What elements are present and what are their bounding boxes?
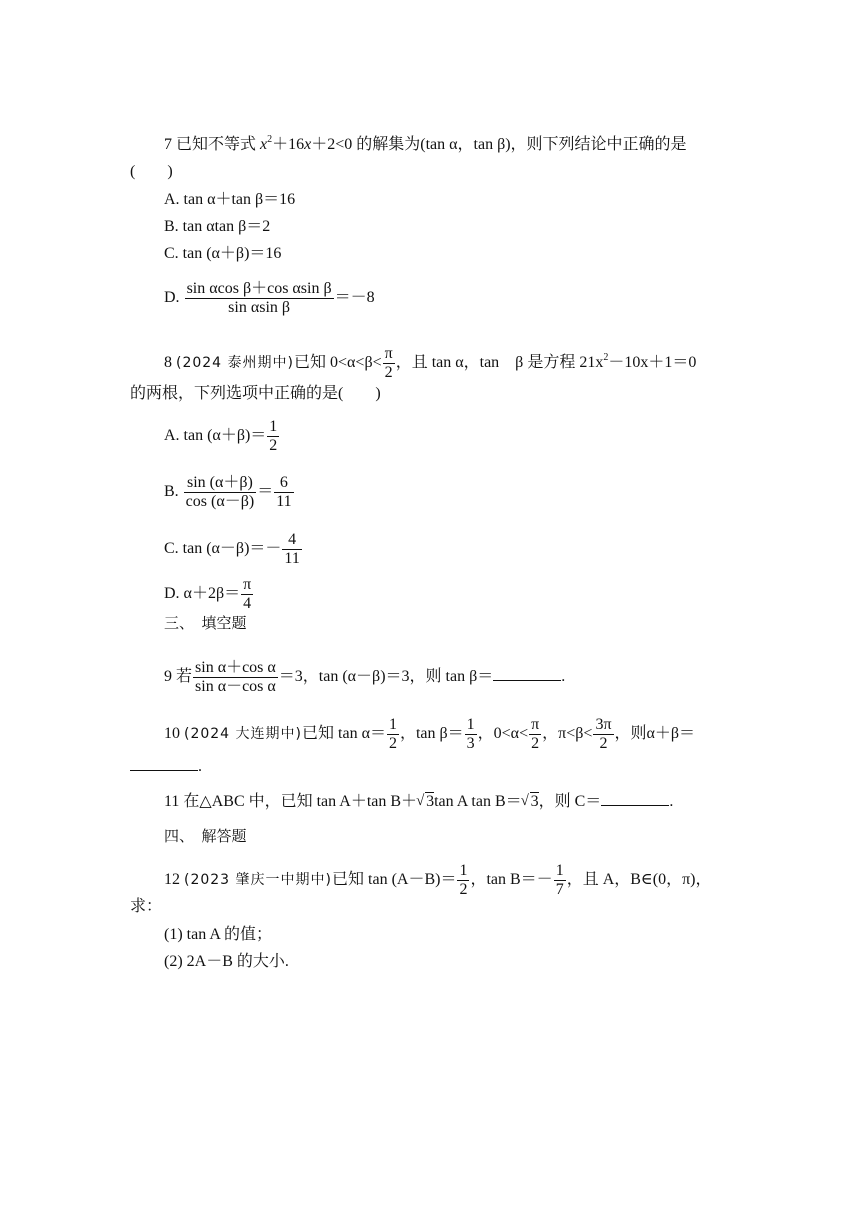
section-fill-in-heading: 三、 填空题 xyxy=(164,614,247,632)
q10-f1-num: 1 xyxy=(388,716,397,733)
q7-d-fraction xyxy=(185,280,334,317)
q10-f3 xyxy=(529,716,541,753)
q7-paren: ( ) xyxy=(130,163,173,180)
q12-t3: ，且 A，B∈(0，π)， xyxy=(566,871,712,889)
q8-c-den: 11 xyxy=(284,550,300,567)
q12-f2-den: 7 xyxy=(555,881,564,898)
q11-stem xyxy=(164,791,673,812)
q12-part-2: (2) 2A－B 的大小. xyxy=(164,953,289,970)
q9-number: 9 xyxy=(164,668,172,686)
q10-f3-den: 2 xyxy=(531,735,540,752)
q9-rest: ＝3，tan (α－β)＝3，则 tan β＝ xyxy=(278,668,494,686)
q8-b-rhs-fraction xyxy=(274,474,293,511)
q11-t1: 在△ABC 中，已知 tan A＋tan B＋ xyxy=(183,793,418,810)
q10-t2: ，tan β＝ xyxy=(399,725,464,743)
q11-r2: 3 xyxy=(530,793,539,810)
q12-f1-num: 1 xyxy=(459,862,468,879)
q8-stem-b: ，且 tan α，tan β 是方程 21x xyxy=(395,354,604,372)
q11-answer-blank[interactable] xyxy=(601,791,669,806)
q10-source: (2024 大连期中) xyxy=(184,726,303,743)
q7-d-numerator: sin αcos β＋cos αsin β xyxy=(186,280,332,297)
q12-f2 xyxy=(554,862,566,899)
q8-stem-c: －10x＋1＝0 xyxy=(608,354,697,372)
q12-source: (2023 肇庆一中期中) xyxy=(184,872,333,889)
q10-stem xyxy=(164,716,695,753)
q7-var-x: x xyxy=(260,136,268,153)
q8-a-fraction xyxy=(267,418,279,455)
q9-numerator: sin α＋cos α xyxy=(195,659,276,676)
q8-pi-den: 2 xyxy=(384,364,393,381)
q8-d-lhs: D. α＋2β＝ xyxy=(164,585,241,603)
q8-b-num: sin (α＋β) xyxy=(184,474,257,493)
q8-option-c xyxy=(164,531,303,568)
q7-option-c: C. tan (α＋β)＝16 xyxy=(164,245,282,262)
q10-t3: ，0<α< xyxy=(477,725,529,743)
q7-exp-2: 2 xyxy=(267,134,273,145)
q10-answer-blank[interactable] xyxy=(130,756,198,771)
q7-number: 7 xyxy=(164,136,172,153)
q11-sqrt-1 xyxy=(417,792,434,812)
q7-d-label: D. xyxy=(164,289,180,307)
q8-a-lhs: A. tan (α＋β)＝ xyxy=(164,427,267,445)
q8-c-num: 4 xyxy=(282,531,301,550)
q7-option-d xyxy=(164,280,375,317)
q7-d-denominator: sin αsin β xyxy=(228,299,291,316)
q10-f2-den: 3 xyxy=(466,735,475,752)
q8-option-b xyxy=(164,474,295,511)
q8-b-den: cos (α－β) xyxy=(185,493,255,510)
q10-t4: ，π<β< xyxy=(542,725,593,743)
q12-f1 xyxy=(457,862,469,899)
q9-pre: 若 xyxy=(176,668,193,686)
q10-f4 xyxy=(593,716,613,753)
q7-option-a: A. tan α＋tan β＝16 xyxy=(164,191,296,208)
q10-f1 xyxy=(387,716,399,753)
q12-f2-num: 1 xyxy=(555,862,564,879)
q8-b-eq: ＝ xyxy=(257,483,274,501)
q9-answer-blank[interactable] xyxy=(493,666,561,681)
q11-end: . xyxy=(669,793,674,810)
q12-number: 12 xyxy=(164,871,180,889)
q10-f1-den: 2 xyxy=(388,735,397,752)
q8-pi-fraction xyxy=(383,345,395,382)
q10-f4-den: 2 xyxy=(599,735,608,752)
q8-option-d xyxy=(164,576,254,613)
q8-option-a xyxy=(164,418,280,455)
q12-part-1: (1) tan A 的值； xyxy=(164,926,272,943)
q12-t2: ，tan B＝－ xyxy=(470,871,553,889)
q7-stem: 7 已知不等式 $x^2+16x+2<0$ 的解集为(tan α，tan β)，则下列结论中正确的是 xyxy=(164,134,687,153)
q8-b-label: B. xyxy=(164,483,179,501)
q10-f3-num: π xyxy=(531,716,540,733)
q10-end: . xyxy=(198,758,202,775)
q10-line2 xyxy=(130,756,202,777)
q7-stem-text-b: 的解集为(tan α，tan β)，则下列结论中正确的是 xyxy=(356,136,687,153)
q11-t2: tan A tan B＝ xyxy=(434,793,522,810)
q7-d-rhs: ＝－8 xyxy=(334,289,375,307)
q9-stem xyxy=(164,659,565,696)
q8-b-fraction xyxy=(184,474,257,511)
q9-fraction xyxy=(193,659,278,696)
q12-stem xyxy=(164,862,712,899)
q10-number: 10 xyxy=(164,725,180,743)
q8-stem-line2: 的两根，下列选项中正确的是( ) xyxy=(130,385,381,402)
q8-source: (2024 泰州期中) xyxy=(176,355,295,372)
q10-f4-num: 3π xyxy=(595,716,612,733)
q8-a-den: 2 xyxy=(269,437,278,454)
q10-t5: ，则α＋β＝ xyxy=(614,725,696,743)
q10-t1: 已知 tan α＝ xyxy=(302,725,386,743)
q9-denominator: sin α－cos α xyxy=(195,678,276,695)
q8-d-den: 4 xyxy=(243,595,252,612)
q8-stem: 8 (2024 泰州期中)已知 0<α<β< $\frac{\pi}{2}$ ，且 tan α，tan β 是方程 $21x^2-10x+1=0$ xyxy=(164,345,697,381)
q8-c-lhs: C. tan (α－β)＝－ xyxy=(164,540,282,558)
q11-sqrt-2 xyxy=(522,792,539,812)
q10-f2-num: 1 xyxy=(466,716,475,733)
q8-stem-a: 已知 0<α<β< xyxy=(294,354,382,372)
q10-f2 xyxy=(465,716,477,753)
q8-pi-num: π xyxy=(384,345,393,362)
q8-c-fraction xyxy=(282,531,301,568)
q11-number: 11 xyxy=(164,793,180,810)
q11-t3: ，则 C＝ xyxy=(538,793,602,810)
q8-b-rnum: 6 xyxy=(274,474,293,493)
q8-d-fraction xyxy=(241,576,253,613)
q12-line2: 求： xyxy=(130,898,163,915)
q8-number: 8 xyxy=(164,354,172,372)
q7-option-b: B. tan αtan β＝2 xyxy=(164,218,271,235)
q8-d-num: π xyxy=(243,576,252,593)
q8-b-rden: 11 xyxy=(276,493,292,510)
q9-end: . xyxy=(561,668,566,686)
q11-r1: 3 xyxy=(426,793,435,810)
q12-t1: 已知 tan (A－B)＝ xyxy=(332,871,457,889)
q12-f1-den: 2 xyxy=(459,881,468,898)
section-answer-heading: 四、 解答题 xyxy=(164,827,247,845)
q7-stem-text-a: 已知不等式 xyxy=(176,136,257,153)
q8-a-num: 1 xyxy=(269,418,278,435)
